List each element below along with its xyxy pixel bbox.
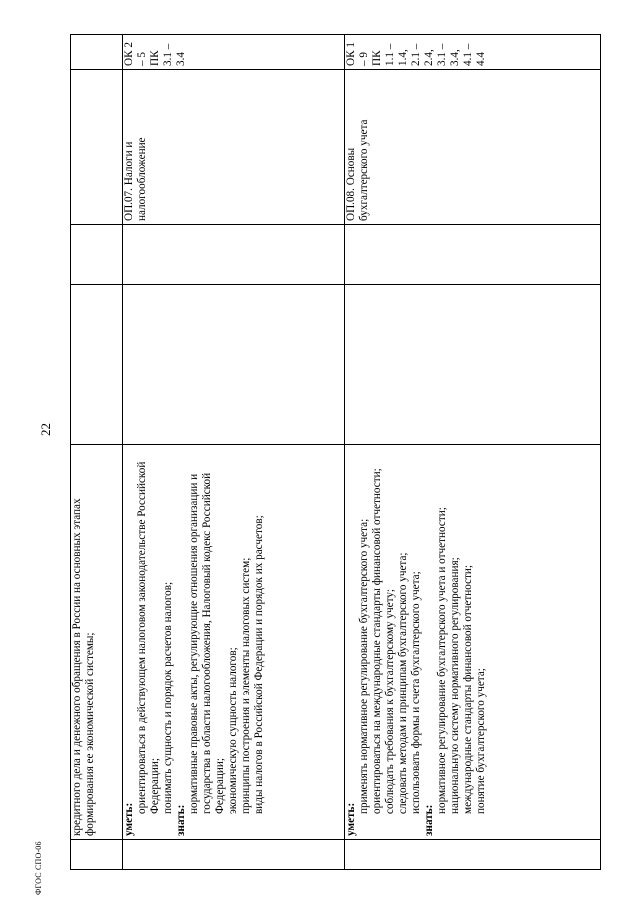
content-line: экономическую сущность налогов;	[227, 647, 239, 814]
competency-code: ОК 1 – 9	[345, 42, 370, 66]
table-row	[71, 35, 123, 870]
discipline-cell	[71, 70, 123, 225]
content-line: ориентироваться на международные стандарты финансовой отчетности;	[371, 468, 383, 814]
table-body	[71, 35, 601, 870]
competency-code: ПК 3.1 – 3.4	[149, 43, 187, 66]
hours-max-cell	[71, 285, 123, 445]
content-line: использовать формы и счета бухгалтерского учета;	[410, 571, 422, 814]
discipline-cell: ОП.07. Налоги и налогообложение	[123, 70, 345, 225]
content-line: национальную систему нормативного регулирования;	[449, 557, 461, 814]
competency-code: 2.1 – 2.4,	[410, 43, 435, 66]
page-number: 22	[38, 423, 53, 436]
section-keyword: уметь:	[123, 802, 135, 836]
content-line: нормативное регулирование бухгалтерского учета и отчетности;	[436, 507, 448, 814]
curriculum-table	[70, 34, 601, 870]
hours-class-cell	[123, 225, 345, 285]
table-row	[123, 35, 345, 870]
competencies-cell	[345, 35, 601, 70]
content-line: следовать методам и принципам бухгалтерского учета;	[397, 552, 409, 814]
competency-code: 3.1 – 3.4,	[436, 43, 461, 66]
content-line: понимать сущность и порядок расчетов налогов;	[162, 581, 174, 814]
content-cell	[123, 445, 345, 840]
competencies-cell	[123, 35, 345, 70]
hours-class-cell	[71, 225, 123, 285]
content-line: виды налогов в Российской Федерации и порядок их расчетов;	[253, 515, 265, 814]
content-line: соблюдать требования к бухгалтерскому учету;	[384, 589, 396, 814]
document-footer: ФГОС СПО-06	[34, 841, 43, 895]
hours-max-cell	[345, 285, 601, 445]
table-row	[345, 35, 601, 870]
competency-code: ПК 1.1 – 1.4,	[371, 43, 409, 66]
content-cell	[345, 445, 601, 840]
content-line: ориентироваться в действующем налоговом законодательстве Российской Федерации;	[136, 461, 161, 814]
index-cell	[345, 840, 601, 870]
content-cell	[71, 445, 123, 840]
content-line: кредитного дела и денежного обращения в России на основных этапах формирования ее экономической системы;	[71, 498, 96, 836]
content-line: принципы построения и элементы налоговых систем;	[240, 557, 252, 814]
index-cell	[71, 840, 123, 870]
index-cell	[123, 840, 345, 870]
hours-class-cell	[345, 225, 601, 285]
section-keyword: уметь:	[345, 802, 357, 836]
competency-code: ОК 2 – 5	[123, 42, 148, 66]
content-line: применять нормативное регулирование бухгалтерского учета;	[358, 518, 370, 814]
competency-code: 4.1 – 4.4	[462, 43, 487, 66]
rotated-page-content	[70, 35, 600, 870]
competencies-cell	[71, 35, 123, 70]
discipline-cell: ОП.08. Основы бухгалтерского учета	[345, 70, 601, 225]
section-keyword: знать:	[423, 804, 435, 836]
content-line: нормативные правовые акты, регулирующие отношения организации и государства в области налогообложения, Налоговый кодекс Российской Федерации;	[188, 472, 226, 814]
section-keyword: знать:	[175, 804, 187, 836]
content-line: понятие бухгалтерского учета;	[475, 668, 487, 814]
hours-max-cell	[123, 285, 345, 445]
content-line: международные стандарты финансовой отчетности;	[462, 564, 474, 814]
